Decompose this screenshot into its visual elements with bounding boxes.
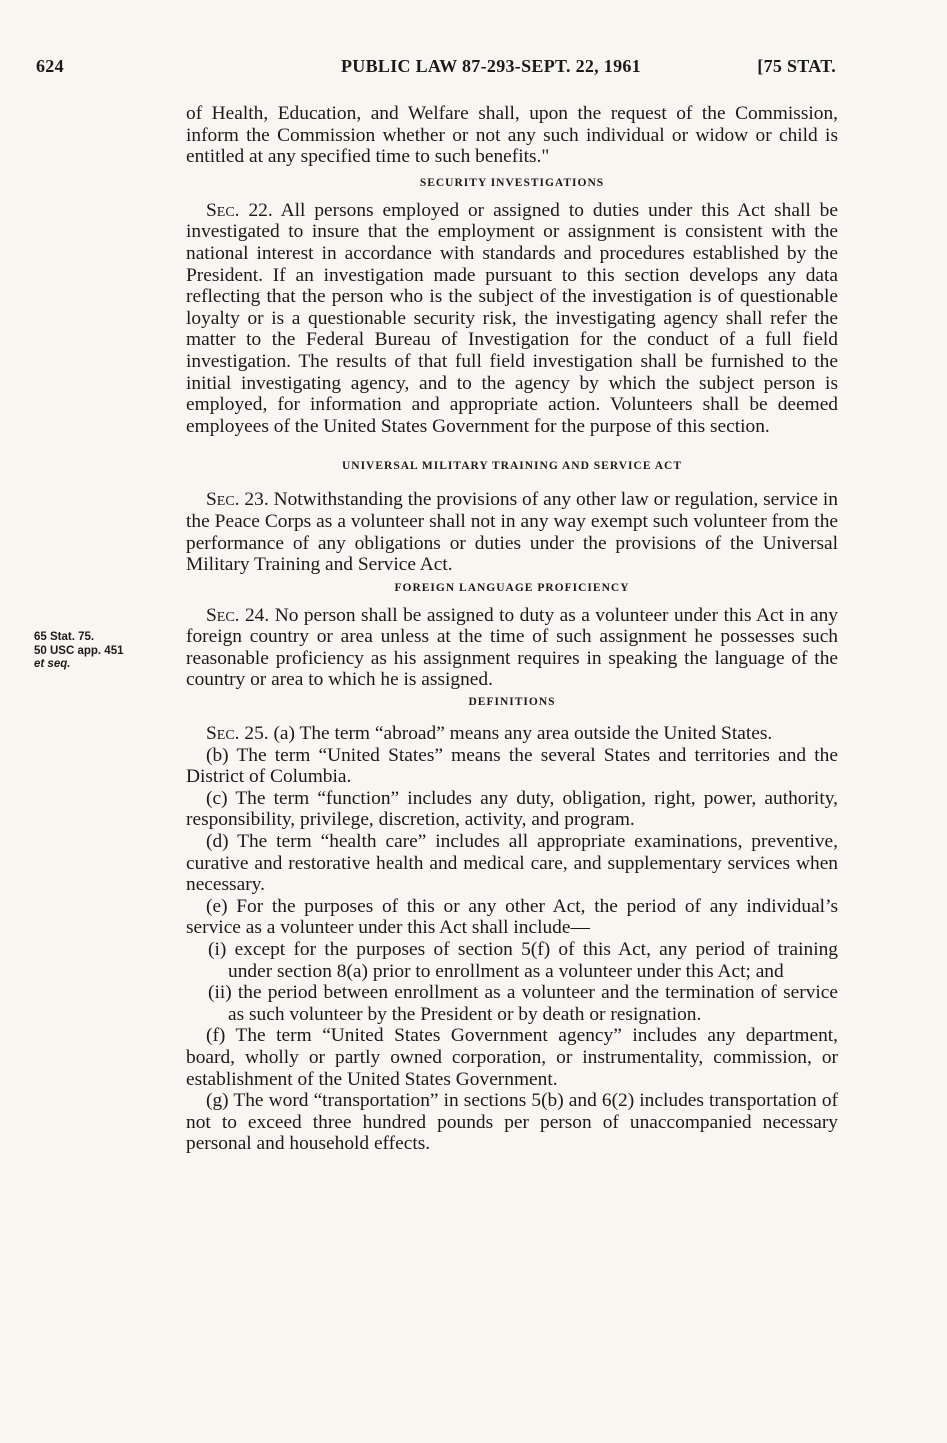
- section-24-paragraph: [186, 605, 838, 691]
- running-head: PUBLIC LAW 87-293-SEPT. 22, 1961: [341, 56, 641, 76]
- section-23-paragraph: [186, 489, 838, 575]
- definition-e-ii: (ii) the period between enrollment as a volunteer and the termination of service as such volunteer by the President or by death or resignation.: [208, 982, 838, 1025]
- section-heading-military: UNIVERSAL MILITARY TRAINING AND SERVICE ACT: [341, 460, 683, 473]
- margin-citation-line: 65 Stat. 75.: [34, 631, 95, 643]
- definition-d: (d) The term “health care” includes all appropriate examinations, preventive, curative and restorative health and medical care, and supplementary services when necessary.: [186, 831, 838, 896]
- definition-e-i: (i) except for the purposes of section 5(f) of this Act, any period of training under section 8(a) prior to enrollment as a volunteer under this Act; and: [208, 939, 838, 982]
- section-heading-language: FOREIGN LANGUAGE PROFICIENCY: [394, 581, 630, 594]
- section-label: Sec. 24.: [206, 604, 270, 626]
- definition-text: (a) The term “abroad” means any area outside the United States.: [273, 723, 773, 745]
- definition-g: (g) The word “transportation” in sections 5(b) and 6(2) includes transportation of not to exceed three hundred pounds per person of unaccompanied necessary personal and household effects.: [186, 1090, 838, 1155]
- section-label: Sec. 25.: [206, 723, 269, 745]
- section-text: All persons employed or assigned to duties under this Act shall be investigated to insure that the employment or assignment is consistent with the national interest in accordance with standards and procedures established by the President. If an investigation made pursuant to this section develops any data reflecting that the person who is the subject of the investigation is of questionable loyalty or is a questionable security risk, the investigating agency shall refer the matter to the Federal Bureau of Investigation for the conduct of a full field investigation. The results of that full field investigation shall be furnished to the initial investigating agency, and to the agency by which the subject person is employed, for information and appropriate action. Volunteers shall be deemed employees of the United States Government for the purpose of this section.: [186, 199, 838, 437]
- section-label: Sec. 23.: [206, 489, 269, 511]
- body-text: [186, 103, 838, 1155]
- section-heading-definitions: DEFINITIONS: [468, 696, 556, 709]
- definition-a: [186, 723, 838, 745]
- definition-e: (e) For the purposes of this or any other Act, the period of any individual’s service as a volunteer under this Act shall include—: [186, 895, 838, 939]
- definition-f: (f) The term “United States Government agency” includes any department, board, wholly or partly owned corporation, or instrumentality, commission, or establishment of the United States Government.: [186, 1025, 838, 1090]
- margin-citation: [34, 631, 174, 672]
- volume-reference: [75 STAT.: [757, 56, 836, 76]
- definition-b: (b) The term “United States” means the several States and territories and the District of Columbia.: [186, 744, 838, 788]
- margin-citation-line: 50 USC app. 451: [34, 644, 124, 657]
- section-22-paragraph: [186, 200, 838, 438]
- page-header: [36, 56, 836, 86]
- definition-c: (c) The term “function” includes any duty, obligation, right, power, authority, responsibility, privilege, discretion, activity, and program.: [186, 787, 838, 831]
- continuation-paragraph: of Health, Education, and Welfare shall, upon the request of the Commission, inform the Commission whether or not any such individual or widow or child is entitled at any specified time to such benefits.": [186, 103, 838, 168]
- section-label: Sec. 22.: [206, 199, 273, 221]
- page-number: 624: [36, 56, 64, 76]
- section-text: Notwithstanding the provisions of any other law or regulation, service in the Peace Corps as a volunteer shall not in any way exempt such volunteer from the performance of any obligations or duties under the provisions of the Universal Military Training and Service Act.: [186, 489, 838, 576]
- margin-citation-line: et seq.: [34, 658, 71, 670]
- section-text: No person shall be assigned to duty as a volunteer under this Act in any foreign country or area unless at the time of such assignment he possesses such reasonable proficiency as his assignment requires in speaking the language of the country or area to which he is assigned.: [186, 604, 838, 691]
- section-heading-security: SECURITY INVESTIGATIONS: [419, 176, 605, 189]
